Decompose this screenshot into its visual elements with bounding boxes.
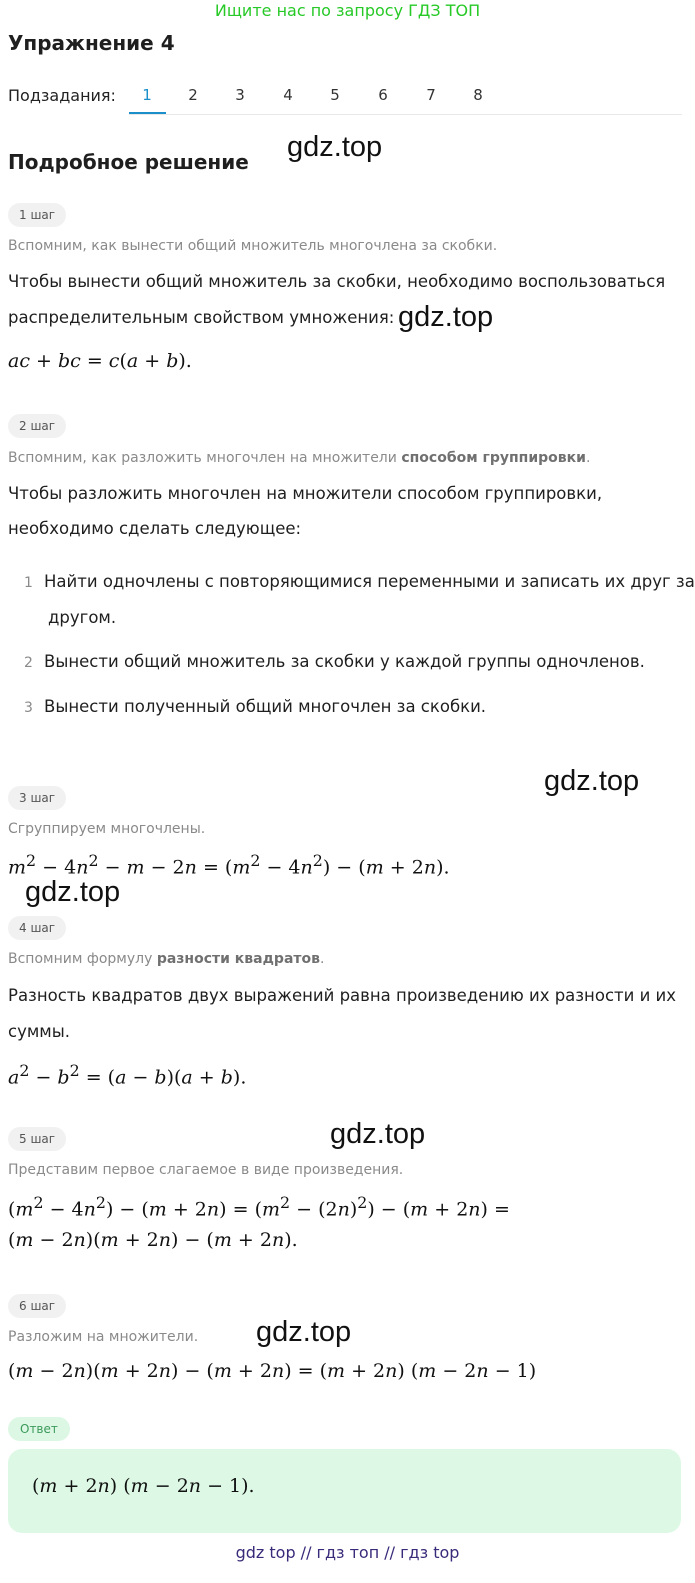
answer-box xyxy=(8,1449,681,1533)
watermark: gdz.top xyxy=(287,131,383,163)
subtask-tab-1[interactable]: 1 xyxy=(142,86,152,104)
step-badge: 5 шаг xyxy=(8,1127,66,1151)
watermark: gdz.top xyxy=(544,765,640,797)
step-hint: Вспомним формулу разности квадратов. xyxy=(8,951,325,967)
step-text: распределительным свойством умножения: xyxy=(8,308,395,327)
list-number: 2 xyxy=(24,655,33,671)
step-text: суммы. xyxy=(8,1022,71,1041)
step-text: необходимо сделать следующее: xyxy=(8,519,302,538)
formula: $a^2 - b^2 = (a - b)(a + b)$. xyxy=(8,1061,247,1089)
step-hint: Вспомним, как вынести общий множитель многочлена за скобки. xyxy=(8,238,498,254)
formula: $(m^2 - 4n^2) - (m + 2n) = (m^2 - (2n)^2) - (m + 2n)$ = xyxy=(8,1193,510,1221)
subtask-tab-8[interactable]: 8 xyxy=(473,86,483,104)
list-item: другом. xyxy=(48,608,117,627)
answer-formula: (m + 2n) (m − 2n − 1). xyxy=(32,1475,255,1497)
step-hint: Разложим на множители. xyxy=(8,1329,199,1345)
formula: (m − 2n)(m + 2n) − (m + 2n) = (m + 2n) (m − 2n − 1) xyxy=(8,1360,537,1382)
tabs-divider xyxy=(129,114,682,115)
formula: $m^2 - 4n^2 - m - 2n = (m^2 - 4n^2) - (m + 2n)$. xyxy=(8,851,450,879)
step-badge: 6 шаг xyxy=(8,1294,66,1318)
step-hint: Сгруппируем многочлены. xyxy=(8,821,206,837)
section-title: Подробное решение xyxy=(8,150,249,174)
step-text: Чтобы вынести общий множитель за скобки, необходимо воспользоваться xyxy=(8,272,666,291)
answer-badge: Ответ xyxy=(8,1417,70,1441)
watermark: gdz.top xyxy=(330,1118,426,1150)
step-text: Разность квадратов двух выражений равна произведению их разности и их xyxy=(8,986,677,1005)
subtask-tab-2[interactable]: 2 xyxy=(188,86,198,104)
subtask-tab-4[interactable]: 4 xyxy=(283,86,293,104)
subtask-tab-7[interactable]: 7 xyxy=(426,86,436,104)
subtask-tab-6[interactable]: 6 xyxy=(378,86,388,104)
subtask-tab-3[interactable]: 3 xyxy=(235,86,245,104)
exercise-title: Упражнение 4 xyxy=(8,31,175,55)
list-item: Вынести полученный общий многочлен за скобки. xyxy=(44,697,487,716)
list-number: 3 xyxy=(24,700,33,716)
subtask-tab-5[interactable]: 5 xyxy=(330,86,340,104)
subtasks-label: Подзадания: xyxy=(8,86,116,105)
step-text: Чтобы разложить многочлен на множители способом группировки, xyxy=(8,484,603,503)
search-banner[interactable]: Ищите нас по запросу ГДЗ ТОП xyxy=(214,1,481,20)
step-hint: Представим первое слагаемое в виде произведения. xyxy=(8,1162,404,1178)
list-item: Вынести общий множитель за скобки у каждой группы одночленов. xyxy=(44,652,645,671)
watermark: gdz.top xyxy=(256,1316,352,1348)
formula: ac + bc = c(a + b). xyxy=(8,350,192,372)
step-badge: 2 шаг xyxy=(8,414,66,438)
formula: (m − 2n)(m + 2n) − (m + 2n). xyxy=(8,1229,298,1251)
list-number: 1 xyxy=(24,575,33,591)
footer-links[interactable]: gdz top // гдз топ // гдз top xyxy=(235,1543,460,1562)
step-badge: 1 шаг xyxy=(8,203,66,227)
step-hint: Вспомним, как разложить многочлен на множители способом группировки. xyxy=(8,450,591,466)
list-item: Найти одночлены с повторяющимися переменными и записать их друг за xyxy=(44,572,695,591)
step-badge: 3 шаг xyxy=(8,786,66,810)
watermark: gdz.top xyxy=(398,301,494,333)
watermark: gdz.top xyxy=(25,876,121,908)
step-badge: 4 шаг xyxy=(8,916,66,940)
